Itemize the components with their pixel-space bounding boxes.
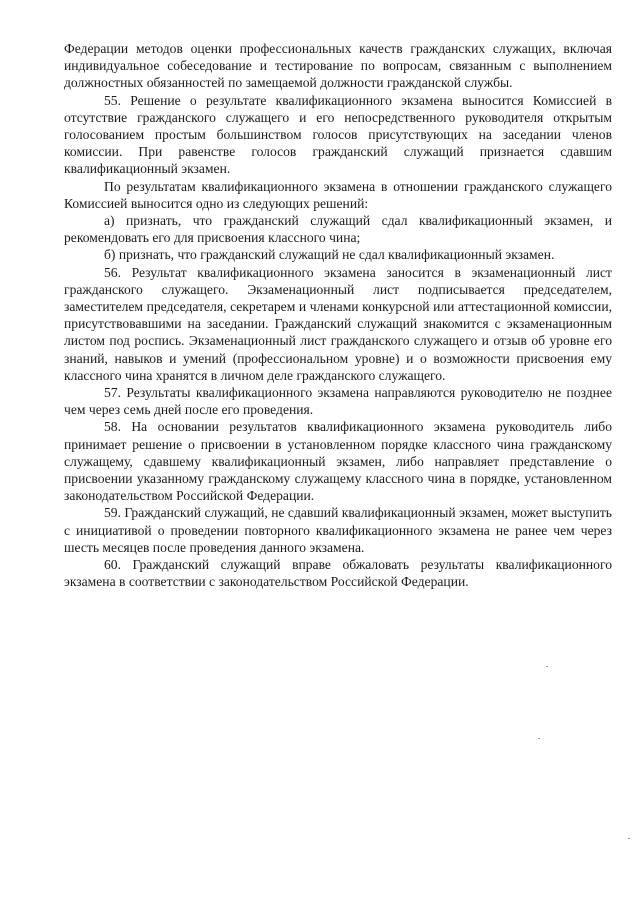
paragraph-decisions-intro: По результатам квалификационного экзамена в отношении гражданского служащего Комиссией выносится одно из следующих решений:	[64, 178, 612, 211]
document-body	[64, 40, 612, 591]
paragraph-decision-b: б) признать, что гражданский служащий не сдал квалификационный экзамен.	[104, 247, 555, 263]
scan-speck	[538, 738, 540, 739]
paragraph-decision-a: а) признать, что гражданский служащий сдал квалификационный экзамен, и рекомендовать его для присвоения классного чина;	[64, 213, 612, 246]
paragraph-57: 57. Результаты квалификационного экзамена направляются руководителю не позднее чем через семь дней после его проведения.	[64, 385, 612, 418]
paragraph-55: 55. Решение о результате квалификационного экзамена выносится Комиссией в отсутствие гражданского служащего и его непосредственного руководителя открытым голосованием простым большинством голосов присутствующих на заседании членов комиссии. При равенстве голосов гражданский служащий признается сдавшим квалификационный экзамен.	[64, 92, 612, 177]
paragraph-58: 58. На основании результатов квалификационного экзамена руководитель либо принимает решение о присвоении в установленном порядке классного чина гражданскому служащему, сдавшему квалификационный экзамен, либо направляет представление о присвоении указанному гражданскому служащему классного чина в порядке, установленном законодательством Российской Федерации.	[64, 419, 612, 504]
paragraph-60: 60. Гражданский служащий вправе обжаловать результаты квалификационного экзамена в соответствии с законодательством Российской Федерации.	[64, 557, 612, 590]
scan-speck	[546, 666, 548, 667]
scan-speck	[628, 838, 630, 839]
paragraph-continuation: Федерации методов оценки профессиональных качеств гражданских служащих, включая индивидуальное собеседование и тестирование по вопросам, связанным с выполнением должностных обязанностей по замещаемой должности гражданской службы.	[64, 41, 612, 91]
paragraph-56: 56. Результат квалификационного экзамена заносится в экзаменационный лист гражданского служащего. Экзаменационный лист подписывается председателем, заместителем председателя, секретарем и членами конкурсной или аттестационной комиссии, присутствовавшими на заседании. Гражданский служащий знакомится с экзаменационным листом под роспись. Экзаменационный лист гражданского служащего и отзыв об уровне его знаний, навыков и умений (профессиональном уровне) и о возможности присвоения ему классного чина хранятся в личном деле гражданского служащего.	[64, 264, 612, 383]
paragraph-59: 59. Гражданский служащий, не сдавший квалификационный экзамен, может выступить с инициативой о проведении повторного квалификационного экзамена не ранее чем через шесть месяцев после проведения данного экзамена.	[64, 505, 612, 555]
